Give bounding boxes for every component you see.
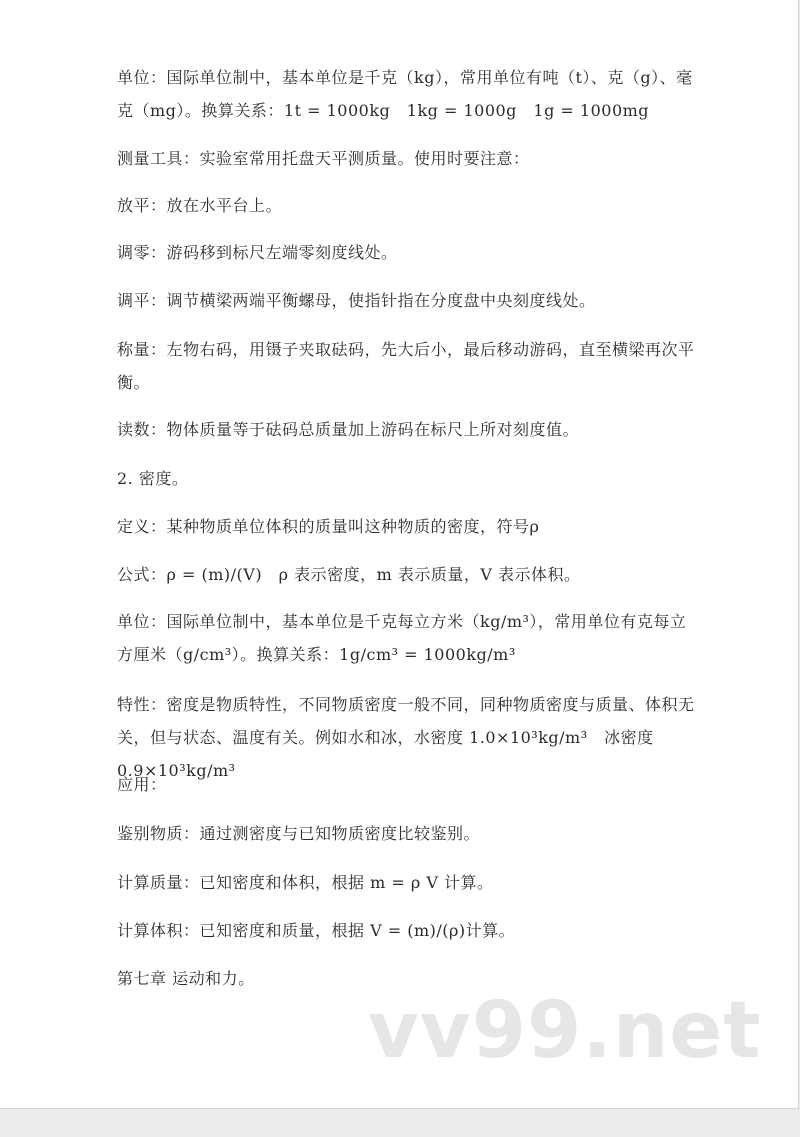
watermark-logo: vv99.net: [368, 986, 762, 1076]
paragraph-mass-unit: 单位：国际单位制中，基本单位是千克（kg），常用单位有吨（t）、克（g）、毫克（mg）。换算关系：1t = 1000kg 1kg = 1000g 1g = 1000mg: [117, 68, 693, 120]
paragraph-weighing: 称量：左物右码，用镊子夹取砝码，先大后小，最后移动游码，直至横梁再次平衡。: [117, 340, 695, 392]
page-bottom-margin: [0, 1109, 800, 1137]
paragraph-density-formula: 公式：ρ = (m)/(V) ρ 表示密度，m 表示质量，V 表示体积。: [117, 565, 581, 584]
paragraph-density-unit: 单位：国际单位制中，基本单位是千克每立方米（kg/m³），常用单位有克每立方厘米（g/cm³）。换算关系：1g/cm³ = 1000kg/m³: [117, 612, 687, 664]
paragraph-compute-volume: 计算体积：已知密度和质量，根据 V = (m)/(ρ)计算。: [117, 921, 516, 940]
paragraph-density-definition: 定义：某种物质单位体积的质量叫这种物质的密度，符号ρ: [117, 517, 540, 536]
paragraph-compute-mass: 计算质量：已知密度和体积，根据 m = ρ V 计算。: [117, 873, 494, 892]
paragraph-identify-substance: 鉴别物质：通过测密度与已知物质密度比较鉴别。: [117, 824, 481, 843]
section-heading-density: 2. 密度。: [117, 469, 189, 488]
chapter-heading-motion-force: 第七章 运动和力。: [117, 969, 255, 988]
paragraph-density-property: 特性：密度是物质特性，不同物质密度一般不同，同种物质密度与质量、体积无关，但与状态、温度有关。例如水和冰，水密度 1.0×10³kg/m³ 冰密度 0.9×10³kg/m³: [117, 695, 695, 780]
paragraph-balance: 调平：调节横梁两端平衡螺母，使指针指在分度盘中央刻度线处。: [117, 291, 596, 310]
paragraph-reading: 读数：物体质量等于砝码总质量加上游码在标尺上所对刻度值。: [117, 420, 580, 439]
paragraph-level: 放平：放在水平台上。: [117, 196, 283, 215]
paragraph-measuring-tool: 测量工具：实验室常用托盘天平测质量。使用时要注意：: [117, 149, 530, 168]
paragraph-application: 应用：: [117, 775, 167, 794]
paragraph-zero: 调零：游码移到标尺左端零刻度线处。: [117, 243, 398, 262]
